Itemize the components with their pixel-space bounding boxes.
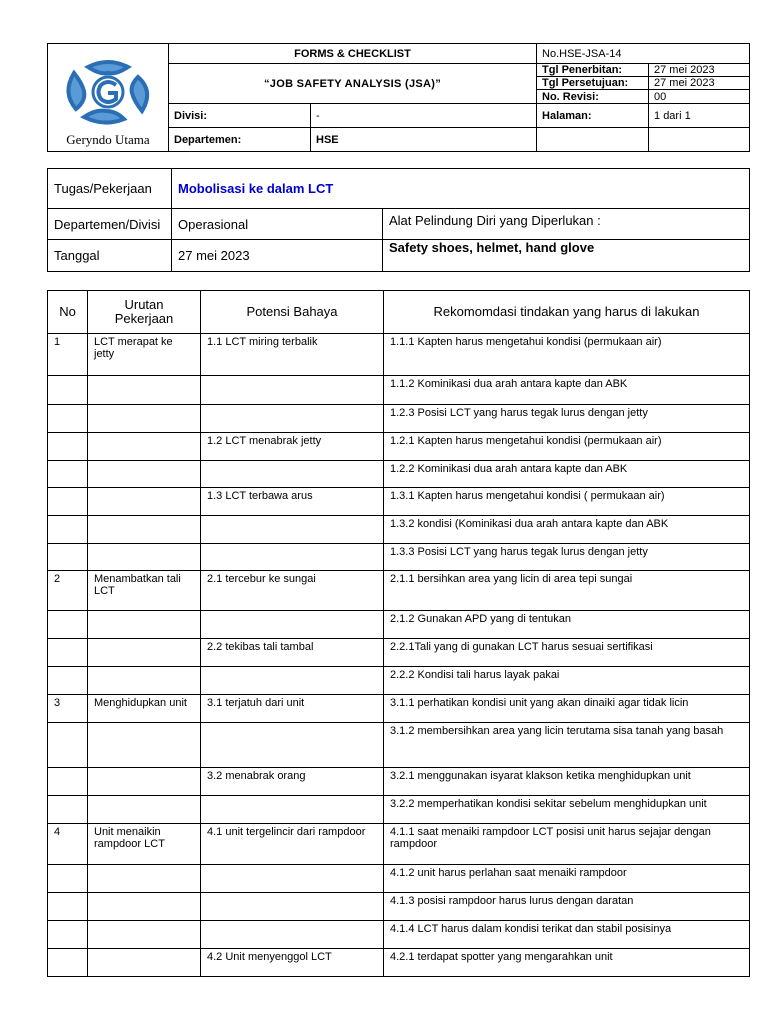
row-hazard xyxy=(201,865,384,893)
row-recommendation: 1.2.1 Kapten harus mengetahui kondisi (permukaan air) xyxy=(384,433,750,461)
table-row xyxy=(48,571,750,611)
row-recommendation: 2.1.1 bersihkan area yang licin di area tepi sungai xyxy=(384,571,750,611)
table-row xyxy=(48,921,750,949)
row-no xyxy=(48,796,88,824)
dept-value: Operasional xyxy=(172,209,383,240)
document-title: “JOB SAFETY ANALYSIS (JSA)” xyxy=(169,64,537,104)
row-hazard xyxy=(201,544,384,571)
header-step: Urutan Pekerjaan xyxy=(88,291,201,334)
row-recommendation: 3.1.1 perhatikan kondisi unit yang akan dinaiki agar tidak licin xyxy=(384,695,750,723)
row-recommendation: 2.2.2 Kondisi tali harus layak pakai xyxy=(384,667,750,695)
job-info-table xyxy=(47,168,750,272)
row-hazard: 1.2 LCT menabrak jetty xyxy=(201,433,384,461)
row-recommendation: 1.3.3 Posisi LCT yang harus tegak lurus dengan jetty xyxy=(384,544,750,571)
row-no: 2 xyxy=(48,571,88,611)
task-value: Mobolisasi ke dalam LCT xyxy=(172,169,750,209)
row-no: 1 xyxy=(48,334,88,376)
row-hazard: 4.2 Unit menyenggol LCT xyxy=(201,949,384,977)
row-hazard xyxy=(201,667,384,695)
task-label: Tugas/Pekerjaan xyxy=(48,169,172,209)
divisi-label: Divisi: xyxy=(169,104,311,128)
row-step xyxy=(88,865,201,893)
row-hazard xyxy=(201,611,384,639)
row-hazard xyxy=(201,461,384,488)
row-hazard xyxy=(201,893,384,921)
apd-value: Safety shoes, helmet, hand glove xyxy=(383,240,750,272)
row-step xyxy=(88,376,201,405)
row-recommendation: 1.1.2 Kominikasi dua arah antara kapte dan ABK xyxy=(384,376,750,405)
revision-label: No. Revisi: xyxy=(537,90,649,104)
issue-date-label: Tgl Penerbitan: xyxy=(537,64,649,77)
row-step: Menambatkan tali LCT xyxy=(88,571,201,611)
row-no xyxy=(48,768,88,796)
row-no xyxy=(48,639,88,667)
row-no xyxy=(48,921,88,949)
row-step xyxy=(88,949,201,977)
row-step xyxy=(88,893,201,921)
table-row xyxy=(48,723,750,768)
row-recommendation: 1.1.1 Kapten harus mengetahui kondisi (permukaan air) xyxy=(384,334,750,376)
row-recommendation: 3.2.2 memperhatikan kondisi sekitar sebelum menghidupkan unit xyxy=(384,796,750,824)
row-step xyxy=(88,768,201,796)
divisi-value: - xyxy=(311,104,537,128)
company-logo-icon xyxy=(58,57,158,125)
row-hazard: 2.1 tercebur ke sungai xyxy=(201,571,384,611)
row-hazard: 1.1 LCT miring terbalik xyxy=(201,334,384,376)
row-no xyxy=(48,949,88,977)
table-row xyxy=(48,893,750,921)
table-header-row xyxy=(48,291,750,334)
forms-title: FORMS & CHECKLIST xyxy=(169,44,537,64)
row-step xyxy=(88,516,201,544)
row-no xyxy=(48,611,88,639)
row-step xyxy=(88,921,201,949)
jsa-table xyxy=(47,290,750,977)
table-row xyxy=(48,544,750,571)
row-recommendation: 2.1.2 Gunakan APD yang di tentukan xyxy=(384,611,750,639)
row-recommendation: 3.2.1 menggunakan isyarat klakson ketika menghidupkan unit xyxy=(384,768,750,796)
row-no xyxy=(48,865,88,893)
row-recommendation: 4.2.1 terdapat spotter yang mengarahkan unit xyxy=(384,949,750,977)
row-no: 3 xyxy=(48,695,88,723)
approval-date-label: Tgl Persetujuan: xyxy=(537,77,649,90)
date-label: Tanggal xyxy=(48,240,172,272)
row-hazard xyxy=(201,405,384,433)
row-no xyxy=(48,405,88,433)
halaman-label: Halaman: xyxy=(537,104,649,128)
header-no: No xyxy=(48,291,88,334)
table-row xyxy=(48,695,750,723)
row-hazard xyxy=(201,376,384,405)
row-recommendation: 1.2.3 Posisi LCT yang harus tegak lurus dengan jetty xyxy=(384,405,750,433)
row-hazard: 4.1 unit tergelincir dari rampdoor xyxy=(201,824,384,865)
row-no xyxy=(48,376,88,405)
issue-date-value: 27 mei 2023 xyxy=(649,64,750,77)
row-no xyxy=(48,893,88,921)
row-step: Menghidupkan unit xyxy=(88,695,201,723)
table-row xyxy=(48,516,750,544)
table-row xyxy=(48,334,750,376)
row-recommendation: 4.1.2 unit harus perlahan saat menaiki rampdoor xyxy=(384,865,750,893)
company-name: Geryndo Utama xyxy=(66,132,150,147)
table-row xyxy=(48,488,750,516)
row-hazard: 3.2 menabrak orang xyxy=(201,768,384,796)
row-step xyxy=(88,488,201,516)
empty-cell xyxy=(649,128,750,152)
row-step xyxy=(88,723,201,768)
revision-value: 00 xyxy=(649,90,750,104)
row-no xyxy=(48,516,88,544)
row-recommendation: 1.3.2 kondisi (Kominikasi dua arah antara kapte dan ABK xyxy=(384,516,750,544)
table-row xyxy=(48,667,750,695)
row-step: LCT merapat ke jetty xyxy=(88,334,201,376)
header-recommendation: Rekomomdasi tindakan yang harus di lakukan xyxy=(384,291,750,334)
table-row xyxy=(48,433,750,461)
row-recommendation: 3.1.2 membersihkan area yang licin terutama sisa tanah yang basah xyxy=(384,723,750,768)
row-no xyxy=(48,488,88,516)
row-hazard xyxy=(201,796,384,824)
departemen-label: Departemen: xyxy=(169,128,311,152)
row-hazard xyxy=(201,516,384,544)
row-hazard xyxy=(201,921,384,949)
company-logo-cell xyxy=(48,44,169,152)
row-step xyxy=(88,639,201,667)
document-number: No.HSE-JSA-14 xyxy=(537,44,750,64)
table-row xyxy=(48,639,750,667)
row-step xyxy=(88,433,201,461)
halaman-value: 1 dari 1 xyxy=(649,104,750,128)
row-step: Unit menaikin rampdoor LCT xyxy=(88,824,201,865)
dept-label: Departemen/Divisi xyxy=(48,209,172,240)
row-recommendation: 2.2.1Tali yang di gunakan LCT harus sesuai sertifikasi xyxy=(384,639,750,667)
row-step xyxy=(88,796,201,824)
row-no xyxy=(48,667,88,695)
approval-date-value: 27 mei 2023 xyxy=(649,77,750,90)
table-row xyxy=(48,865,750,893)
row-step xyxy=(88,611,201,639)
row-recommendation: 4.1.4 LCT harus dalam kondisi terikat dan stabil posisinya xyxy=(384,921,750,949)
document-header xyxy=(47,43,750,152)
row-hazard: 1.3 LCT terbawa arus xyxy=(201,488,384,516)
table-row xyxy=(48,376,750,405)
row-hazard: 2.2 tekibas tali tambal xyxy=(201,639,384,667)
date-value: 27 mei 2023 xyxy=(172,240,383,272)
table-row xyxy=(48,405,750,433)
row-step xyxy=(88,544,201,571)
row-recommendation: 4.1.1 saat menaiki rampdoor LCT posisi unit harus sejajar dengan rampdoor xyxy=(384,824,750,865)
table-row xyxy=(48,461,750,488)
row-hazard: 3.1 terjatuh dari unit xyxy=(201,695,384,723)
apd-label: Alat Pelindung Diri yang Diperlukan : xyxy=(383,209,750,240)
row-hazard xyxy=(201,723,384,768)
table-row xyxy=(48,949,750,977)
row-step xyxy=(88,667,201,695)
row-recommendation: 1.2.2 Kominikasi dua arah antara kapte dan ABK xyxy=(384,461,750,488)
row-no xyxy=(48,461,88,488)
row-no xyxy=(48,544,88,571)
table-row xyxy=(48,611,750,639)
row-no xyxy=(48,723,88,768)
row-step xyxy=(88,405,201,433)
row-step xyxy=(88,461,201,488)
row-no xyxy=(48,433,88,461)
row-no: 4 xyxy=(48,824,88,865)
header-hazard: Potensi Bahaya xyxy=(201,291,384,334)
table-row xyxy=(48,824,750,865)
row-recommendation: 1.3.1 Kapten harus mengetahui kondisi ( permukaan air) xyxy=(384,488,750,516)
departemen-value: HSE xyxy=(311,128,537,152)
table-row xyxy=(48,796,750,824)
row-recommendation: 4.1.3 posisi rampdoor harus lurus dengan daratan xyxy=(384,893,750,921)
table-row xyxy=(48,768,750,796)
empty-cell xyxy=(537,128,649,152)
